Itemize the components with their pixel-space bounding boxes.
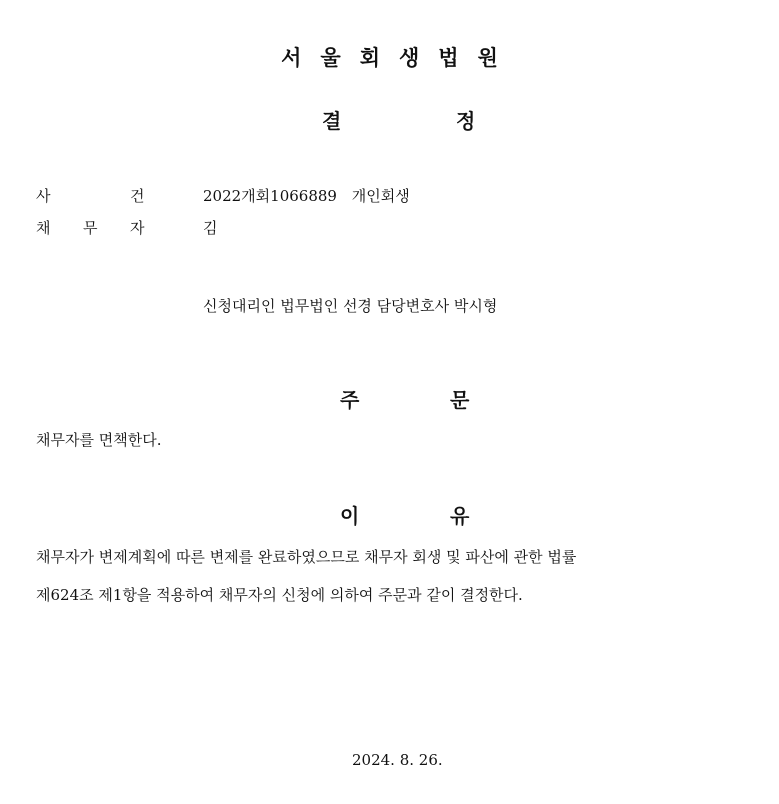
doc-type-right: 정 [456, 109, 476, 133]
debtor-label-char: 채 [36, 219, 51, 237]
redaction-mark [218, 221, 236, 235]
debtor-label-char: 무 [83, 219, 98, 237]
order-text: 채무자를 면책한다. [36, 431, 162, 449]
debtor-name: 김 [203, 219, 218, 237]
case-value [203, 185, 410, 206]
debtor-name-value [203, 217, 236, 238]
reason-text-line-2: 제624조 제1항을 적용하여 채무자의 신청에 의하여 주문과 같이 결정한다. [36, 586, 523, 604]
agent-line: 신청대리인 법무법인 선경 담당변호사 박시형 [203, 297, 498, 315]
case-label-char: 건 [130, 187, 145, 205]
reason-heading-right: 유 [450, 504, 470, 528]
order-heading-right: 문 [450, 388, 470, 412]
decision-date: 2024. 8. 26. [352, 751, 443, 769]
reason-heading-left: 이 [340, 504, 360, 528]
case-label-char: 사 [36, 187, 51, 205]
court-name: 서울회생법원 [281, 46, 517, 70]
doc-type-left: 결 [322, 109, 342, 133]
debtor-label-char: 자 [130, 219, 145, 237]
order-heading-left: 주 [340, 388, 360, 412]
case-number: 2022개회1066889 [203, 187, 337, 205]
reason-text-line-1: 채무자가 변제계획에 따른 변제를 완료하였으므로 채무자 회생 및 파산에 관한 법률 [36, 548, 577, 566]
case-type: 개인회생 [351, 187, 410, 205]
